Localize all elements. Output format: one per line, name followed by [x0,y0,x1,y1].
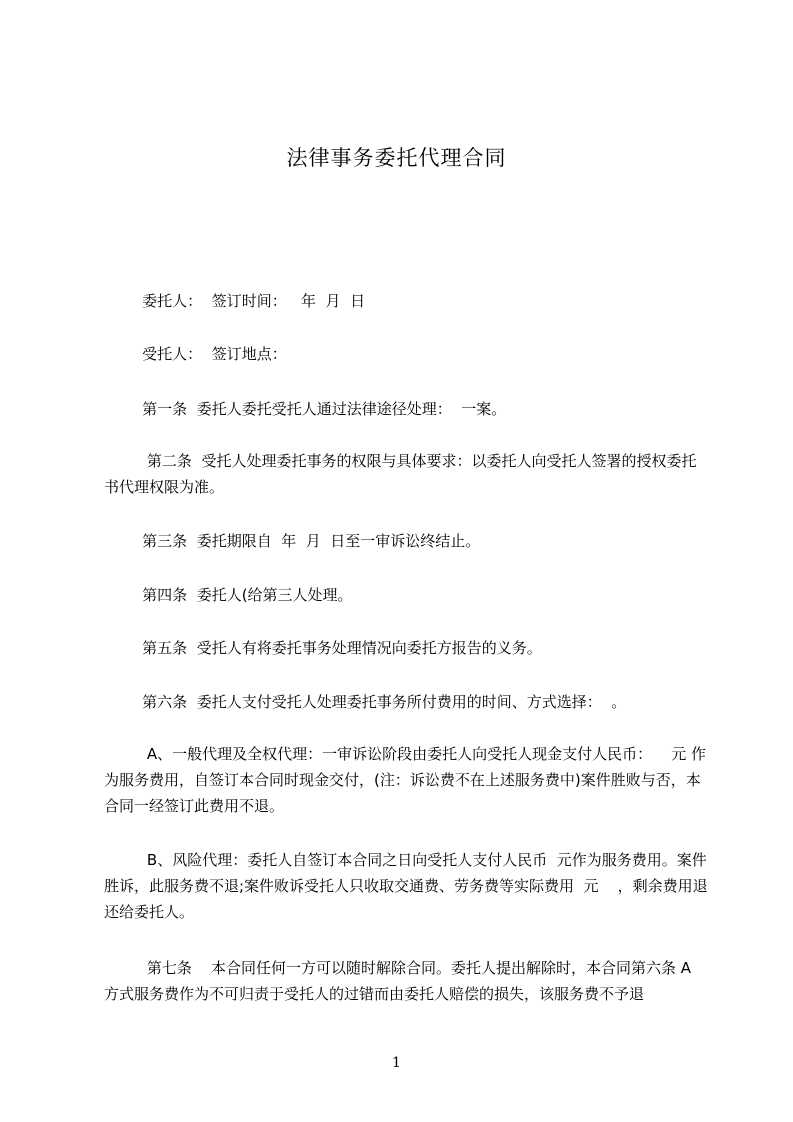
paragraph-article-1: 第一条 委托人委托受托人通过法律途径处理： 一案。 [104,400,507,418]
paragraph-agent: 受托人： 签订地点： [104,345,287,363]
paragraph-article-4: 第四条 委托人(给第三人处理。 [104,586,353,604]
paragraph-article-6: 第六条 委托人支付受托人处理委托事务所付费用的时间、方式选择： 。 [104,693,627,711]
paragraph-article-3: 第三条 委托期限自 年 月 日至一审诉讼终结止。 [104,532,481,550]
page-number: 1 [392,1055,401,1071]
paragraph-article-2: 第二条 受托人处理委托事务的权限与具体要求：以委托人向受托人签署的授权委托书代理权限为准。 [104,452,697,496]
paragraph-option-a: A、一般代理及全权代理：一审诉讼阶段由委托人向受托人现金支付人民币： 元 作为服务费用，自签订本合同时现金交付，(注：诉讼费不在上述服务费中)案件胜败与否，本合同一经签订此费用不退。 [104,745,707,815]
paragraph-principal: 委托人： 签订时间： 年 月 日 [104,292,366,310]
paragraph-article-7: 第七条 本合同任何一方可以随时解除合同。委托人提出解除时，本合同第六条 A 方式服务费作为不可归责于受托人的过错而由委托人赔偿的损失，该服务费不予退 [104,959,696,1003]
document-title: 法律事务委托代理合同 [286,146,507,170]
paragraph-option-b: B、风险代理：委托人自签订本合同之日向受托人支付人民币 元作为服务费用。案件胜诉，此服务费不退;案件败诉受托人只收取交通费、劳务费等实际费用 元 ，剩余费用退还给委托人。 [104,851,708,921]
paragraph-article-5: 第五条 受托人有将委托事务处理情况向委托方报告的义务。 [104,639,542,657]
